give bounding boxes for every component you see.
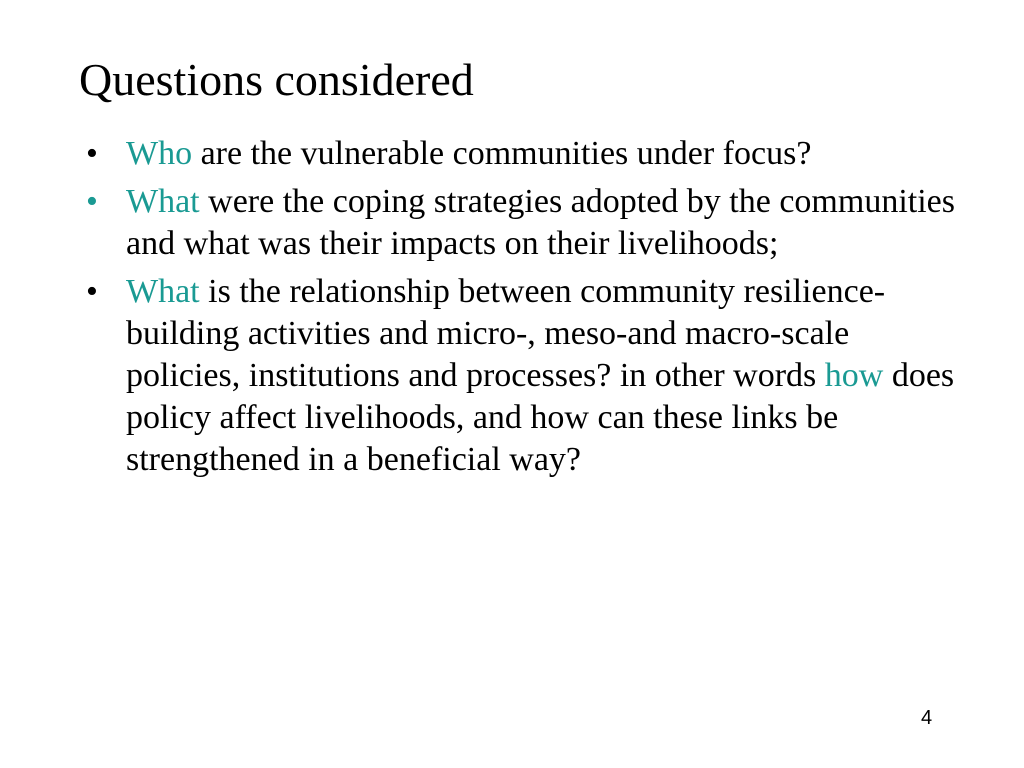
bullet-text: were the coping strategies adopted by the communities and what was their impacts on their livelihoods;: [126, 183, 955, 262]
bullet-marker-icon: •: [86, 183, 98, 220]
keyword-who: Who: [126, 135, 193, 172]
keyword-what: What: [126, 183, 200, 220]
keyword-how: how: [824, 357, 884, 394]
page-number: 4: [921, 707, 933, 729]
bullet-marker-icon: •: [86, 135, 98, 172]
bullet-what-relationship: [86, 271, 966, 481]
bullet-what-coping: [86, 181, 966, 265]
slide-title: Questions considered: [79, 54, 474, 105]
bullet-list: [86, 133, 966, 487]
keyword-what: What: [126, 273, 200, 310]
bullet-marker-icon: •: [86, 273, 98, 310]
bullet-text-after: does policy affect livelihoods, and how can these links be strengthened in a beneficial way?: [126, 357, 955, 478]
bullet-text: are the vulnerable communities under focus?: [192, 135, 812, 172]
bullet-text-before: is the relationship between community resilience-building activities and micro-, meso-and macro-scale policies, institutions and processes? in other words: [126, 273, 886, 394]
bullet-who: [86, 133, 966, 175]
